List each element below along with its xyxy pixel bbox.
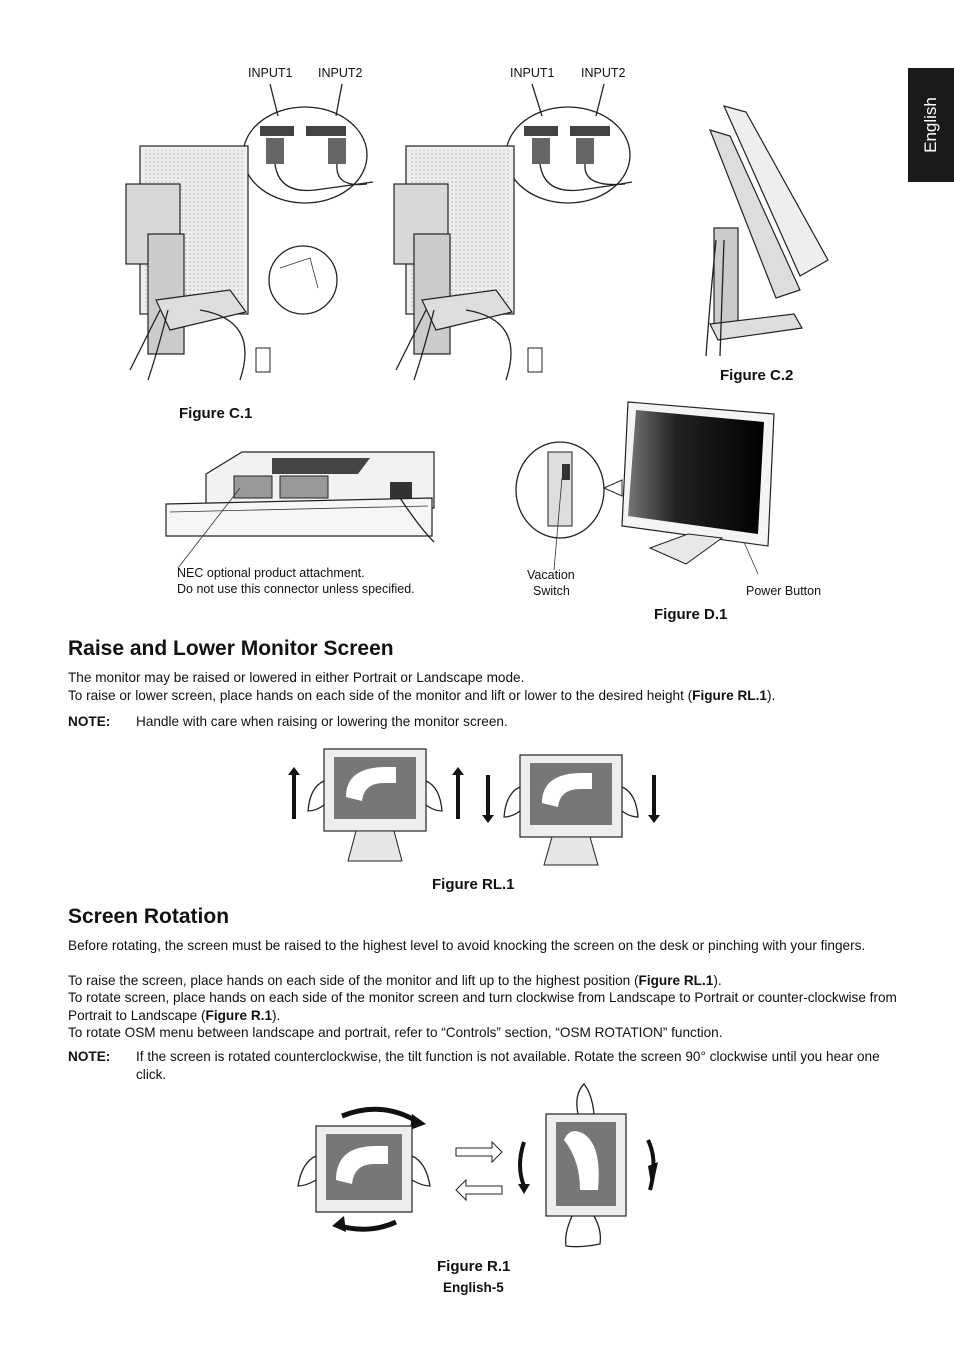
rotation-para3-text: To rotate screen, place hands on each side of the monitor screen and turn clockwise from Landscape to Portrait or counter-clockwise from Portrait to Landscape ( [68,990,897,1023]
language-tab-label: English [921,97,940,153]
rotation-para2-ref: Figure RL.1 [638,973,714,988]
raise-lower-para2-end: ). [766,688,776,703]
input1-label-right: INPUT1 [510,66,555,80]
screen-rotation-heading: Screen Rotation [68,905,230,928]
connector-panel-illustration [160,448,440,558]
figure-rl1-illustration [282,745,667,870]
figure-r1-illustration [292,1080,672,1252]
vacation-label-line1: Vacation [527,568,575,582]
figure-c1-caption: Figure C.1 [179,405,253,422]
rotation-para2-text: To raise the screen, place hands on each side of the monitor and lift up to the highest position ( [68,973,639,988]
figure-rl1-caption: Figure RL.1 [432,876,515,893]
figure-c2-caption: Figure C.2 [720,367,794,384]
connector-note-line1: NEC optional product attachment. [177,566,365,580]
raise-lower-heading: Raise and Lower Monitor Screen [68,637,394,660]
raise-lower-para2 [68,687,898,705]
figure-c2-illustration [690,100,820,360]
page-number: English-5 [443,1280,504,1295]
figure-r1-caption: Figure R.1 [437,1258,511,1275]
raise-lower-para2-text: To raise or lower screen, place hands on each side of the monitor and lift or lower to the desired height ( [68,688,693,703]
raise-note-text: Handle with care when raising or lowering the monitor screen. [136,714,508,729]
figure-d1-caption: Figure D.1 [654,606,728,623]
rotation-para3-end: ). [272,1007,281,1023]
figure-d1-illustration [510,398,780,578]
raise-note-label: NOTE: [68,714,111,729]
rotation-para3 [68,989,898,1024]
raise-lower-para2-ref: Figure RL.1 [692,688,767,703]
figure-c1-left-illustration [120,80,360,390]
connector-note-line2: Do not use this connector unless specified. [177,582,415,596]
rotation-note-text: If the screen is rotated counterclockwise, the tilt function is not available. Rotate the screen 90° clockwise until you hear one click. [136,1049,880,1082]
vacation-label-line2: Switch [533,584,570,598]
input1-label-left: INPUT1 [248,66,293,80]
rotation-para1: Before rotating, the screen must be raised to the highest level to avoid knocking the screen on the desk or pinching with your fingers. [68,938,866,953]
rotation-para2 [68,972,898,990]
rotation-para2-end: ). [713,973,722,988]
rotation-note-label: NOTE: [68,1049,111,1064]
rotation-para3-ref: Figure R.1 [205,1007,272,1023]
rotation-para4: To rotate OSM menu between landscape and portrait, refer to “Controls” section, “OSM ROTATION” function. [68,1025,723,1040]
figure-c1-right-illustration [390,80,630,390]
raise-lower-para1: The monitor may be raised or lowered in either Portrait or Landscape mode. [68,670,525,685]
power-button-label: Power Button [746,584,822,598]
input2-label-left: INPUT2 [318,66,363,80]
input2-label-right: INPUT2 [581,66,626,80]
language-tab [908,68,954,182]
